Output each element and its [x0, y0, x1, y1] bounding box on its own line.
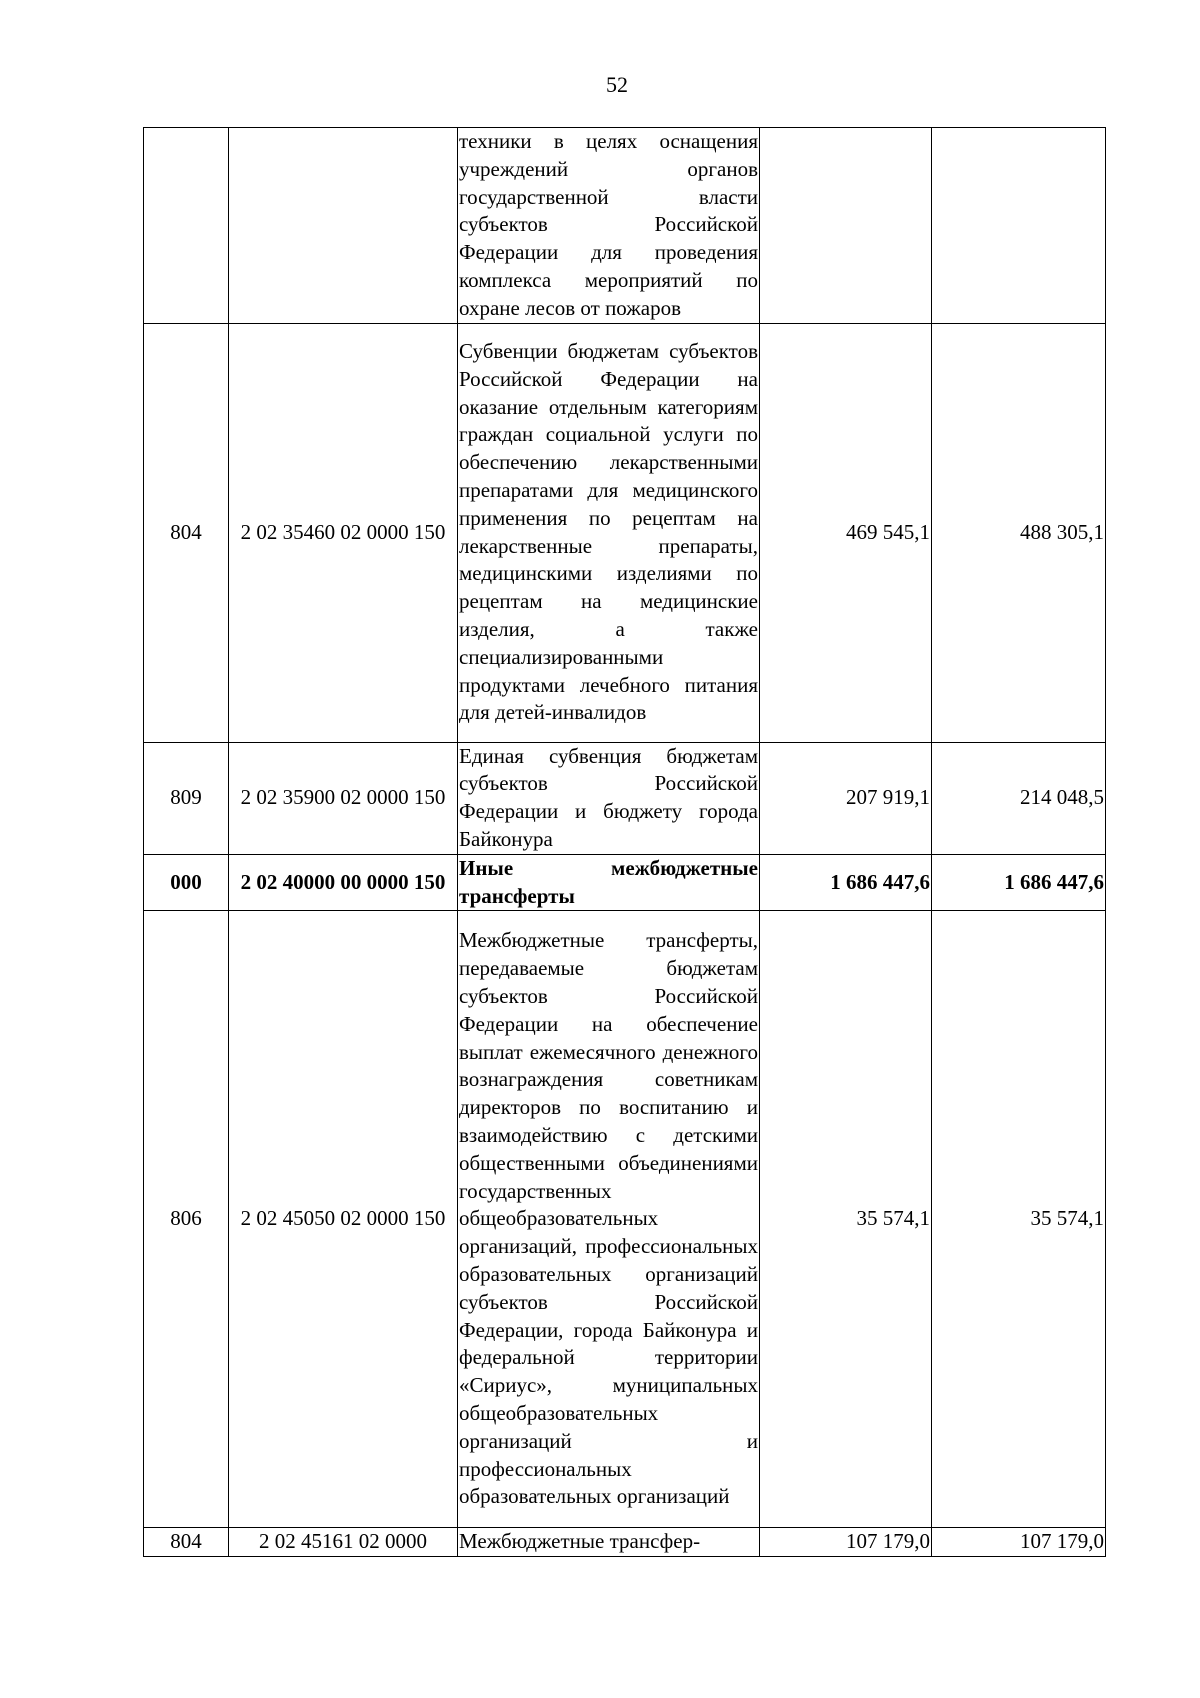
description-cell: Субвенции бюджетам субъектов Российской Федерации на оказание отдельным категориям граждан социальной услуги по обеспечению лекарственными препаратами для медицинского применения по рецептам на лекарственные препараты, медицинскими изделиями по рецептам на медицинские изделия, а также специализированными продуктами лечебного питания для детей-инвалидов — [458, 323, 760, 742]
amount-cell-1: 35 574,1 — [760, 911, 932, 1528]
budget-code-cell — [229, 128, 458, 324]
table-row — [144, 323, 1106, 742]
table-row — [144, 742, 1106, 854]
description-cell: техники в целях оснащения учреждений органов государственной власти субъектов Российской Федерации для проведения комплекса мероприятий по охране лесов от пожаров — [458, 128, 760, 324]
page-number: 52 — [606, 72, 628, 97]
amount-cell-1 — [760, 128, 932, 324]
table-row — [144, 854, 1106, 911]
amount-cell-2 — [932, 128, 1106, 324]
admin-code-cell: 804 — [144, 323, 229, 742]
budget-code-cell: 2 02 35460 02 0000 150 — [229, 323, 458, 742]
budget-code-cell: 2 02 45050 02 0000 150 — [229, 911, 458, 1528]
amount-cell-2: 1 686 447,6 — [932, 854, 1106, 911]
budget-table — [143, 127, 1106, 1557]
budget-code-cell: 2 02 35900 02 0000 150 — [229, 742, 458, 854]
table-row — [144, 911, 1106, 1528]
budget-code-cell: 2 02 40000 00 0000 150 — [229, 854, 458, 911]
description-cell: Иные межбюджетные трансферты — [458, 854, 760, 911]
amount-cell-1: 469 545,1 — [760, 323, 932, 742]
amount-cell-1: 107 179,0 — [760, 1528, 932, 1557]
amount-cell-2: 35 574,1 — [932, 911, 1106, 1528]
amount-cell-1: 207 919,1 — [760, 742, 932, 854]
amount-cell-2: 214 048,5 — [932, 742, 1106, 854]
admin-code-cell: 000 — [144, 854, 229, 911]
admin-code-cell: 806 — [144, 911, 229, 1528]
admin-code-cell: 809 — [144, 742, 229, 854]
admin-code-cell: 804 — [144, 1528, 229, 1557]
amount-cell-1: 1 686 447,6 — [760, 854, 932, 911]
admin-code-cell — [144, 128, 229, 324]
description-cell: Межбюджетные трансферты, передаваемые бюджетам субъектов Российской Федерации на обеспечение выплат ежемесячного денежного вознаграждения советникам директоров по воспитанию и взаимодействию с детскими общественными объединениями государственных общеобразовательных организаций, профессиональных образовательных организаций субъектов Российской Федерации, города Байконура и федеральной территории «Сириус», муниципальных общеобразовательных организаций и профессиональных образовательных организаций — [458, 911, 760, 1528]
amount-cell-2: 488 305,1 — [932, 323, 1106, 742]
table-row — [144, 128, 1106, 324]
amount-cell-2: 107 179,0 — [932, 1528, 1106, 1557]
description-cell: Межбюджетные трансфер- — [458, 1528, 760, 1557]
table-row — [144, 1528, 1106, 1557]
description-cell: Единая субвенция бюджетам субъектов Российской Федерации и бюджету города Байконура — [458, 742, 760, 854]
budget-code-cell: 2 02 45161 02 0000 — [229, 1528, 458, 1557]
